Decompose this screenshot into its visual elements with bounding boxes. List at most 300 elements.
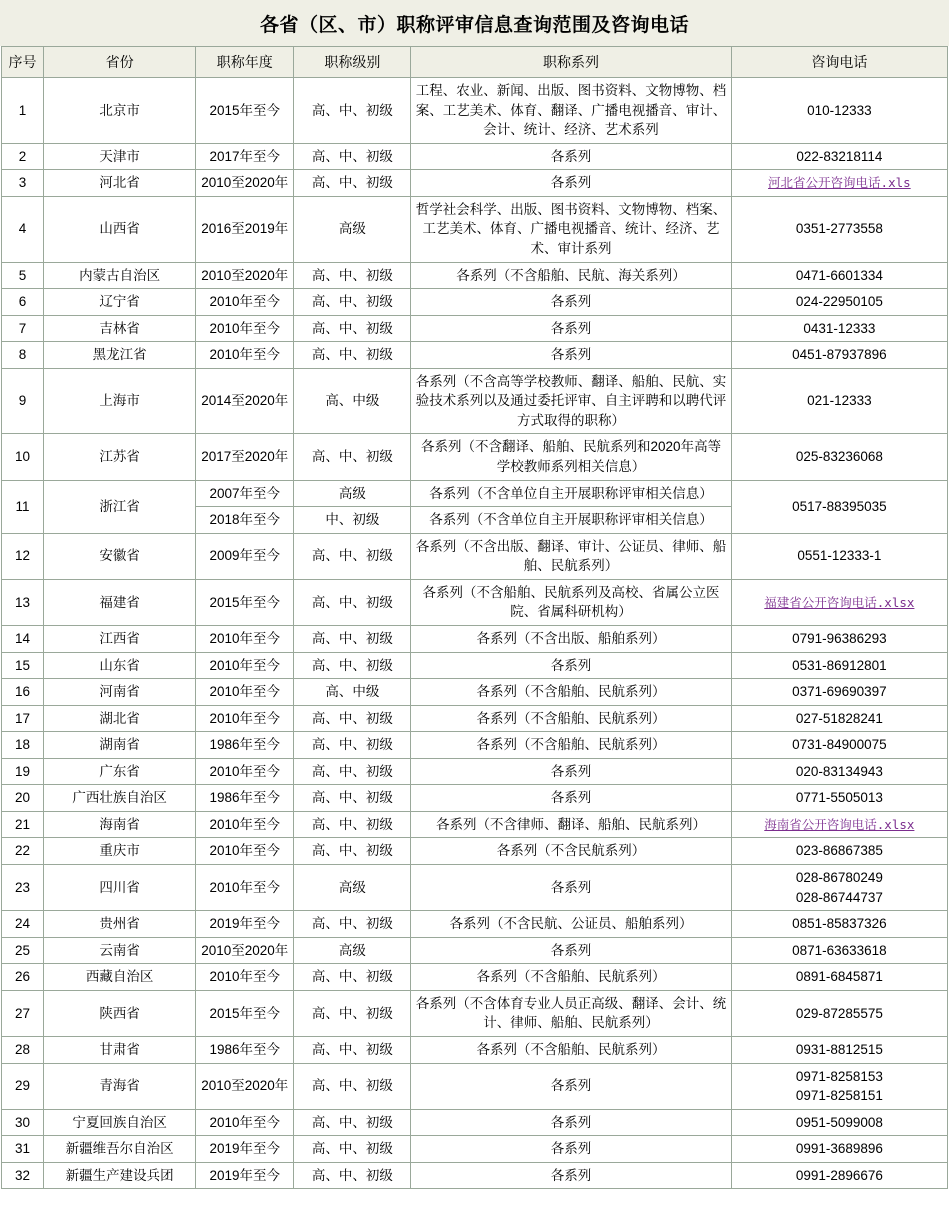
- table-body: [2, 78, 948, 1189]
- cell-index: [2, 1063, 44, 1109]
- cell-index: [2, 1036, 44, 1063]
- cell-province: [44, 579, 196, 625]
- phone-line: 021-12333: [807, 393, 872, 409]
- phone-file-link[interactable]: 海南省公开咨询电话.xlsx: [764, 816, 915, 832]
- cell-year: [196, 990, 294, 1036]
- text-line: 19: [15, 763, 31, 779]
- text-line: 高、中、初级: [311, 148, 393, 164]
- cell-year: [196, 315, 294, 342]
- cell-index: [2, 838, 44, 865]
- cell-phone: [731, 480, 947, 533]
- cell-year: [196, 937, 294, 964]
- phone-line: 0371-69690397: [792, 684, 887, 700]
- text-line: 30: [15, 1114, 31, 1130]
- text-line: 9: [18, 393, 27, 409]
- text-line: 24: [15, 916, 31, 932]
- text-line: 2010年至今: [209, 347, 280, 363]
- cell-level: [294, 758, 411, 785]
- text-line: 高、中、初级: [311, 320, 393, 336]
- text-line: 广东省: [99, 763, 140, 779]
- cell-phone: [731, 990, 947, 1036]
- cell-year: [196, 143, 294, 170]
- text-line: 北京市: [99, 102, 140, 118]
- table-row: [2, 196, 948, 262]
- table-row: [2, 368, 948, 434]
- text-line: 22: [15, 843, 31, 859]
- cell-series: [411, 143, 731, 170]
- text-line: 各系列（不含民航、公证员、船舶系列）: [449, 916, 693, 932]
- cell-phone: [731, 625, 947, 652]
- text-line: 各系列: [550, 1114, 592, 1130]
- text-line: 20: [15, 790, 31, 806]
- cell-year: [196, 1063, 294, 1109]
- text-line: 2010至2020年: [201, 175, 289, 191]
- text-line: 31: [15, 1141, 31, 1157]
- text-line: 高、中、初级: [311, 969, 393, 985]
- phone-line: 0451-87937896: [792, 347, 887, 363]
- phone-line: 0991-3689896: [795, 1141, 883, 1157]
- text-line: 2015年至今: [209, 594, 280, 610]
- cell-level: [294, 785, 411, 812]
- cell-year: [196, 785, 294, 812]
- table-row: [2, 262, 948, 289]
- text-line: 1986年至今: [209, 790, 280, 806]
- text-line: 2010年至今: [209, 969, 280, 985]
- text-line: 2015年至今: [209, 1005, 280, 1021]
- phone-line: 0351-2773558: [795, 221, 883, 237]
- cell-year: [196, 1162, 294, 1189]
- cell-index: [2, 143, 44, 170]
- cell-province: [44, 315, 196, 342]
- table-row: [2, 434, 948, 480]
- text-line: 新疆维吾尔自治区: [65, 1141, 174, 1157]
- text-line: 新疆生产建设兵团: [65, 1167, 174, 1183]
- text-line: 吉林省: [99, 320, 140, 336]
- cell-index: [2, 865, 44, 911]
- text-line: 浙江省: [99, 498, 140, 514]
- text-line: 高、中级: [325, 393, 380, 409]
- cell-index: [2, 911, 44, 938]
- cell-series: [411, 1063, 731, 1109]
- cell-series: [411, 1036, 731, 1063]
- phone-line: 0531-86912801: [792, 657, 887, 673]
- cell-phone: [731, 911, 947, 938]
- text-line: 辽宁省: [99, 294, 140, 310]
- phone-line: 0871-63633618: [792, 942, 887, 958]
- text-line: 各系列: [550, 148, 592, 164]
- text-line: 15: [15, 657, 31, 673]
- cell-phone: [731, 1162, 947, 1189]
- cell-series: [411, 911, 731, 938]
- text-line: 河北省: [99, 175, 140, 191]
- cell-province: [44, 1063, 196, 1109]
- text-line: 21: [15, 816, 31, 832]
- cell-index: [2, 1136, 44, 1163]
- text-line: 2010年至今: [209, 320, 280, 336]
- cell-series: [411, 196, 731, 262]
- column-header-series: 职称系列: [411, 47, 731, 78]
- text-line: 各系列（不含高等学校教师、翻译、船舶、民航、实验技术系列以及通过委托评审、自主评聘和以聘代评方式取得的职称）: [415, 373, 727, 428]
- table-row: [2, 990, 948, 1036]
- text-line: 14: [15, 630, 31, 646]
- cell-province: [44, 533, 196, 579]
- text-line: 高、中、初级: [311, 630, 393, 646]
- table-row: [2, 533, 948, 579]
- cell-index: [2, 579, 44, 625]
- cell-province: [44, 911, 196, 938]
- cell-index: [2, 196, 44, 262]
- phone-line: 010-12333: [807, 102, 872, 118]
- text-line: 18: [15, 737, 31, 753]
- table-row: [2, 1063, 948, 1109]
- column-header-level: 职称级别: [294, 47, 411, 78]
- cell-phone: [731, 1109, 947, 1136]
- text-line: 高、中、初级: [311, 790, 393, 806]
- phone-line: 020-83134943: [795, 763, 883, 779]
- phone-line: 022-83218114: [796, 148, 883, 164]
- cell-level: [294, 368, 411, 434]
- cell-series: [411, 937, 731, 964]
- cell-province: [44, 342, 196, 369]
- cell-series: [411, 507, 731, 534]
- cell-province: [44, 679, 196, 706]
- cell-level: [294, 143, 411, 170]
- cell-level: [294, 811, 411, 838]
- cell-level: [294, 679, 411, 706]
- cell-year: [196, 262, 294, 289]
- cell-phone: [731, 342, 947, 369]
- cell-year: [196, 196, 294, 262]
- text-line: 2017年至今: [209, 148, 280, 164]
- text-line: 2010年至今: [209, 294, 280, 310]
- cell-series: [411, 579, 731, 625]
- cell-series: [411, 732, 731, 759]
- text-line: 各系列（不含翻译、船舶、民航系列和2020年高等学校教师系列相关信息）: [421, 439, 722, 474]
- cell-level: [294, 480, 411, 507]
- text-line: 2010年至今: [209, 1114, 280, 1130]
- text-line: 高、中、初级: [311, 843, 393, 859]
- cell-series: [411, 1162, 731, 1189]
- cell-series: [411, 679, 731, 706]
- text-line: 2016至2019年: [201, 221, 289, 237]
- cell-series: [411, 78, 731, 144]
- text-line: 2017至2020年: [201, 449, 289, 465]
- cell-level: [294, 533, 411, 579]
- text-line: 2019年至今: [209, 1167, 280, 1183]
- cell-phone: [731, 78, 947, 144]
- cell-province: [44, 732, 196, 759]
- cell-index: [2, 289, 44, 316]
- text-line: 各系列（不含民航系列）: [496, 843, 646, 859]
- text-line: 高、中、初级: [311, 594, 393, 610]
- cell-year: [196, 342, 294, 369]
- text-line: 高、中、初级: [311, 548, 393, 564]
- text-line: 高级: [338, 485, 366, 501]
- cell-index: [2, 679, 44, 706]
- cell-index: [2, 1109, 44, 1136]
- cell-phone: [731, 1036, 947, 1063]
- cell-level: [294, 732, 411, 759]
- table-row: [2, 838, 948, 865]
- table-row: [2, 911, 948, 938]
- text-line: 26: [15, 969, 31, 985]
- text-line: 高、中、初级: [311, 1078, 393, 1094]
- text-line: 5: [18, 267, 27, 283]
- text-line: 2010年至今: [209, 763, 280, 779]
- cell-phone[interactable]: [731, 170, 947, 197]
- table-row: [2, 1036, 948, 1063]
- text-line: 各系列: [550, 657, 592, 673]
- text-line: 各系列（不含船舶、民航系列）: [476, 710, 666, 726]
- text-line: 各系列: [550, 1167, 592, 1183]
- table-row: [2, 785, 948, 812]
- text-line: 2019年至今: [209, 916, 280, 932]
- cell-year: [196, 1109, 294, 1136]
- text-line: 高、中、初级: [311, 102, 393, 118]
- table-row: [2, 1162, 948, 1189]
- text-line: 2009年至今: [209, 548, 280, 564]
- text-line: 23: [15, 879, 31, 895]
- phone-line: 0431-12333: [803, 320, 876, 336]
- cell-index: [2, 625, 44, 652]
- cell-province: [44, 964, 196, 991]
- table-row: [2, 579, 948, 625]
- text-line: 高级: [338, 221, 366, 237]
- text-line: 天津市: [99, 148, 140, 164]
- cell-level: [294, 652, 411, 679]
- cell-phone[interactable]: [731, 579, 947, 625]
- text-line: 西藏自治区: [85, 969, 154, 985]
- text-line: 高、中、初级: [311, 763, 393, 779]
- cell-year: [196, 507, 294, 534]
- cell-level: [294, 1136, 411, 1163]
- text-line: 内蒙古自治区: [79, 267, 161, 283]
- table-row: [2, 1109, 948, 1136]
- text-line: 高、中、初级: [311, 737, 393, 753]
- text-line: 各系列（不含体育专业人员正高级、翻译、会计、统计、律师、船舶、民航系列）: [415, 995, 727, 1031]
- cell-index: [2, 652, 44, 679]
- text-line: 各系列: [550, 294, 592, 310]
- text-line: 各系列（不含船舶、民航系列）: [476, 684, 666, 700]
- cell-phone: [731, 1136, 947, 1163]
- cell-province: [44, 170, 196, 197]
- text-line: 各系列（不含船舶、民航系列）: [476, 737, 666, 753]
- cell-level: [294, 196, 411, 262]
- column-header-index: 序号: [2, 47, 44, 78]
- text-line: 32: [15, 1167, 31, 1183]
- text-line: 中、初级: [325, 512, 380, 528]
- text-line: 2010年至今: [209, 816, 280, 832]
- cell-index: [2, 315, 44, 342]
- cell-level: [294, 507, 411, 534]
- page-title: 各省（区、市）职称评审信息查询范围及咨询电话: [0, 0, 949, 46]
- text-line: 各系列（不含单位自主开展职称评审相关信息）: [429, 485, 713, 501]
- cell-year: [196, 434, 294, 480]
- cell-year: [196, 625, 294, 652]
- text-line: 2010年至今: [209, 710, 280, 726]
- text-line: 湖北省: [99, 710, 140, 726]
- phone-line: 0471-6601334: [795, 267, 883, 283]
- text-line: 各系列（不含单位自主开展职称评审相关信息）: [429, 512, 713, 528]
- text-line: 宁夏回族自治区: [72, 1114, 167, 1130]
- text-line: 各系列（不含律师、翻译、船舶、民航系列）: [436, 816, 707, 832]
- cell-level: [294, 911, 411, 938]
- cell-province: [44, 480, 196, 533]
- cell-index: [2, 342, 44, 369]
- text-line: 高、中、初级: [311, 1041, 393, 1057]
- cell-index: [2, 785, 44, 812]
- phone-line: 0971-8258153: [795, 1068, 883, 1084]
- table-row: [2, 78, 948, 144]
- table-row: [2, 679, 948, 706]
- cell-level: [294, 78, 411, 144]
- cell-index: [2, 368, 44, 434]
- cell-year: [196, 758, 294, 785]
- text-line: 各系列: [550, 879, 592, 895]
- cell-index: [2, 533, 44, 579]
- cell-series: [411, 533, 731, 579]
- text-line: 2010年至今: [209, 657, 280, 673]
- cell-year: [196, 732, 294, 759]
- cell-province: [44, 625, 196, 652]
- text-line: 12: [15, 548, 31, 564]
- cell-series: [411, 625, 731, 652]
- cell-series: [411, 289, 731, 316]
- text-line: 贵州省: [99, 916, 140, 932]
- cell-year: [196, 1036, 294, 1063]
- text-line: 各系列: [550, 320, 592, 336]
- table-row: [2, 625, 948, 652]
- cell-index: [2, 758, 44, 785]
- text-line: 河南省: [99, 684, 140, 700]
- cell-series: [411, 342, 731, 369]
- phone-line: 0851-85837326: [792, 916, 887, 932]
- cell-level: [294, 964, 411, 991]
- cell-index: [2, 732, 44, 759]
- text-line: 6: [18, 294, 27, 310]
- text-line: 各系列: [550, 763, 592, 779]
- cell-province: [44, 143, 196, 170]
- text-line: 高、中、初级: [311, 449, 393, 465]
- cell-phone: [731, 758, 947, 785]
- text-line: 广西壮族自治区: [72, 790, 167, 806]
- text-line: 4: [18, 221, 27, 237]
- text-line: 高、中、初级: [311, 347, 393, 363]
- text-line: 2018年至今: [209, 512, 280, 528]
- text-line: 2010年至今: [209, 630, 280, 646]
- text-line: 江西省: [99, 630, 140, 646]
- cell-phone: [731, 865, 947, 911]
- phone-line: 0791-96386293: [792, 630, 887, 646]
- table-header-row: [2, 47, 948, 78]
- cell-index: [2, 262, 44, 289]
- cell-province: [44, 785, 196, 812]
- phone-line: 0971-8258151: [795, 1088, 883, 1104]
- cell-level: [294, 170, 411, 197]
- cell-series: [411, 838, 731, 865]
- column-header-phone: 咨询电话: [731, 47, 947, 78]
- phone-file-link[interactable]: 河北省公开咨询电话.xls: [768, 175, 911, 191]
- text-line: 高、中、初级: [311, 175, 393, 191]
- cell-province: [44, 1136, 196, 1163]
- table-row: [2, 652, 948, 679]
- table-row: [2, 170, 948, 197]
- cell-level: [294, 838, 411, 865]
- text-line: 各系列: [550, 175, 592, 191]
- text-line: 高、中、初级: [311, 710, 393, 726]
- text-line: 高、中、初级: [311, 657, 393, 673]
- phone-line: 0771-5505013: [795, 790, 883, 806]
- cell-series: [411, 368, 731, 434]
- text-line: 高级: [338, 879, 366, 895]
- cell-level: [294, 342, 411, 369]
- text-line: 1: [18, 102, 27, 118]
- text-line: 2010年至今: [209, 879, 280, 895]
- cell-level: [294, 1162, 411, 1189]
- cell-series: [411, 705, 731, 732]
- table-row: [2, 342, 948, 369]
- cell-index: [2, 78, 44, 144]
- title-review-table: [1, 46, 948, 1189]
- text-line: 10: [15, 449, 31, 465]
- phone-file-link[interactable]: 福建省公开咨询电话.xlsx: [764, 594, 915, 610]
- cell-index: [2, 480, 44, 533]
- cell-series: [411, 758, 731, 785]
- phone-line: 0931-8812515: [795, 1041, 883, 1057]
- phone-line: 0951-5099008: [795, 1114, 883, 1130]
- cell-phone[interactable]: [731, 811, 947, 838]
- cell-level: [294, 625, 411, 652]
- cell-index: [2, 170, 44, 197]
- cell-series: [411, 1136, 731, 1163]
- text-line: 高、中、初级: [311, 1167, 393, 1183]
- cell-province: [44, 652, 196, 679]
- cell-level: [294, 289, 411, 316]
- phone-line: 024-22950105: [795, 294, 883, 310]
- cell-level: [294, 579, 411, 625]
- text-line: 各系列: [550, 1078, 592, 1094]
- text-line: 7: [18, 320, 27, 336]
- text-line: 2010至2020年: [201, 1078, 289, 1094]
- cell-year: [196, 533, 294, 579]
- cell-province: [44, 838, 196, 865]
- cell-series: [411, 315, 731, 342]
- cell-phone: [731, 705, 947, 732]
- cell-province: [44, 289, 196, 316]
- cell-phone: [731, 1063, 947, 1109]
- text-line: 2010年至今: [209, 843, 280, 859]
- cell-index: [2, 811, 44, 838]
- text-line: 16: [15, 684, 31, 700]
- cell-phone: [731, 262, 947, 289]
- text-line: 各系列（不含船舶、民航系列）: [476, 1041, 666, 1057]
- text-line: 哲学社会科学、出版、图书资料、文物博物、档案、工艺美术、体育、广播电视播音、统计、经济、艺术、审计系列: [415, 201, 727, 256]
- cell-province: [44, 434, 196, 480]
- phone-line: 0731-84900075: [792, 737, 887, 753]
- cell-year: [196, 865, 294, 911]
- text-line: 云南省: [99, 942, 140, 958]
- text-line: 1986年至今: [209, 737, 280, 753]
- cell-phone: [731, 937, 947, 964]
- text-line: 各系列（不含船舶、民航系列及高校、省属公立医院、省属科研机构）: [422, 584, 720, 620]
- table-row: [2, 964, 948, 991]
- text-line: 高、中、初级: [311, 1005, 393, 1021]
- cell-province: [44, 368, 196, 434]
- text-line: 福建省: [99, 594, 140, 610]
- phone-line: 025-83236068: [795, 449, 883, 465]
- text-line: 高、中、初级: [311, 1114, 393, 1130]
- text-line: 陕西省: [99, 1005, 140, 1021]
